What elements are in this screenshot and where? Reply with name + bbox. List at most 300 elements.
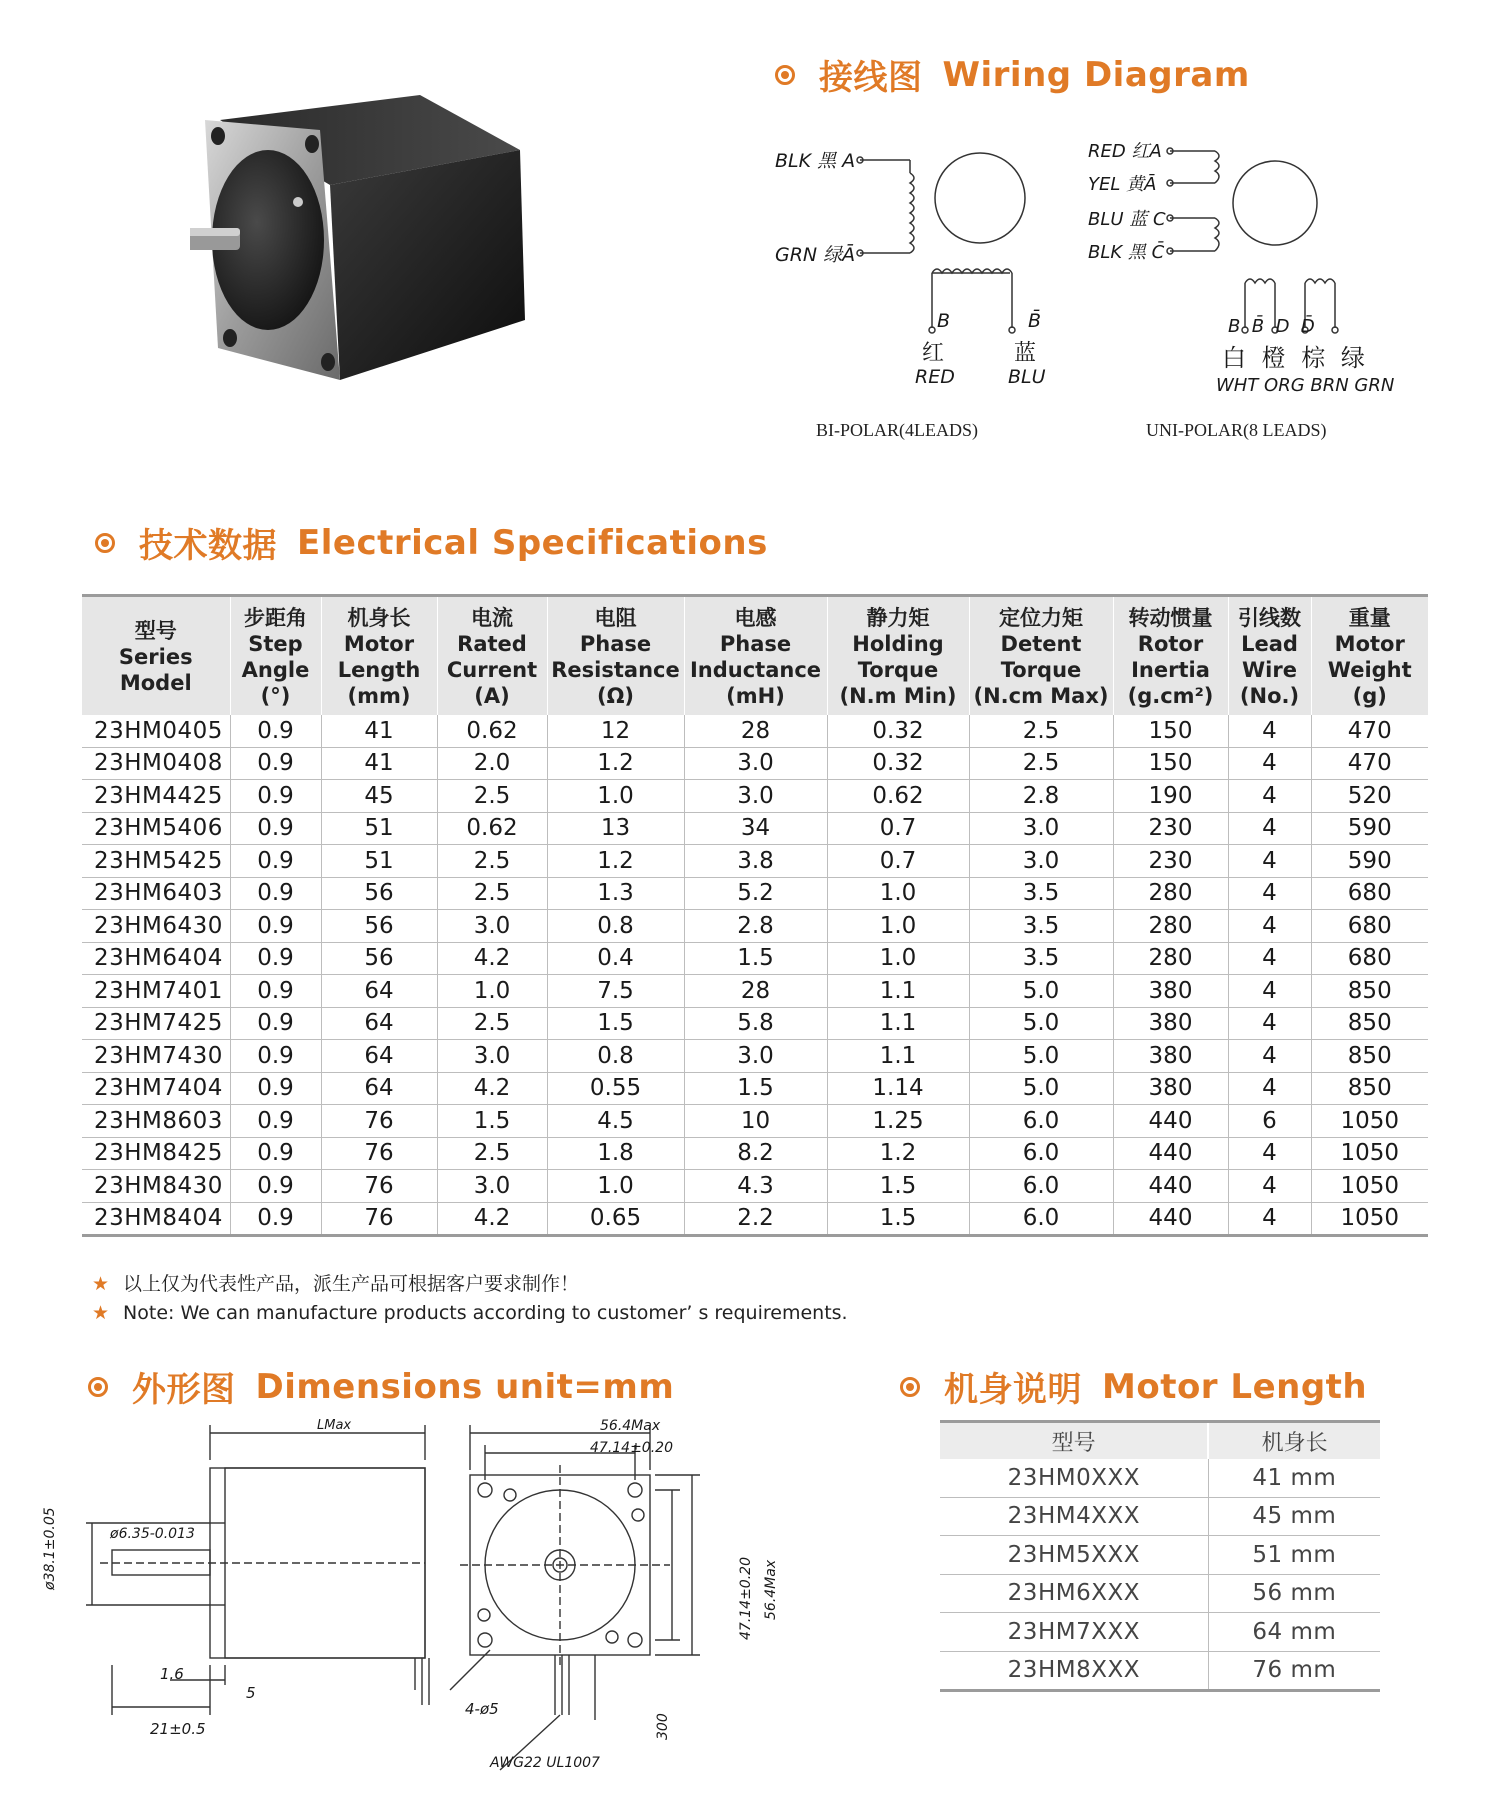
- table-cell: 28: [684, 715, 827, 747]
- table-cell: 23HM0405: [82, 715, 230, 747]
- table-cell: 230: [1113, 812, 1228, 845]
- dim-w4714: 47.14±0.20: [590, 1440, 673, 1456]
- table-cell: 1.5: [684, 942, 827, 975]
- table-cell: 4: [1228, 1072, 1311, 1105]
- table-cell: 5.0: [969, 1007, 1113, 1040]
- table-cell: 4: [1228, 877, 1311, 910]
- bullet-icon: [775, 65, 795, 85]
- spec-header-en2: Length: [337, 658, 421, 682]
- spec-header-unit: (°): [260, 684, 291, 708]
- table-row: [82, 1072, 1428, 1105]
- table-cell: 3.0: [437, 1170, 547, 1203]
- table-cell: 23HM5406: [82, 812, 230, 845]
- table-cell: 230: [1113, 845, 1228, 878]
- table-row: [82, 1007, 1428, 1040]
- table-cell: 1050: [1311, 1170, 1428, 1203]
- star-icon: ★: [92, 1273, 110, 1295]
- table-cell: 850: [1311, 1007, 1428, 1040]
- spec-header-unit: (g.cm²): [1127, 684, 1214, 708]
- table-cell: 56: [321, 910, 437, 943]
- table-cell: 0.9: [230, 747, 321, 780]
- spec-header-cell: [1311, 596, 1428, 716]
- table-cell: 0.62: [437, 812, 547, 845]
- table-cell: 23HM8430: [82, 1170, 230, 1203]
- table-cell: 380: [1113, 1007, 1228, 1040]
- table-cell: 190: [1113, 780, 1228, 813]
- ml-header-length: 机身长: [1208, 1422, 1380, 1460]
- spec-header-en2: Angle: [241, 658, 310, 682]
- table-row: [82, 780, 1428, 813]
- table-cell: 23HM8425: [82, 1137, 230, 1170]
- dimensions-drawing: [70, 1415, 810, 1800]
- table-row: [82, 1202, 1428, 1236]
- table-cell: 470: [1311, 715, 1428, 747]
- spec-header-cell: [437, 596, 547, 716]
- dim-21: 21±0.5: [150, 1720, 206, 1738]
- table-row: [940, 1536, 1380, 1575]
- table-cell: 1050: [1311, 1105, 1428, 1138]
- up-cn: 白 橙 棕 绿: [1222, 344, 1369, 372]
- table-cell: 4: [1228, 1137, 1311, 1170]
- table-cell: 41: [321, 715, 437, 747]
- table-cell: 1.2: [547, 747, 684, 780]
- table-cell: 0.9: [230, 942, 321, 975]
- table-cell: 23HM8XXX: [940, 1651, 1208, 1691]
- table-cell: 23HM6403: [82, 877, 230, 910]
- spec-header-cn: 电阻: [594, 606, 637, 630]
- dim-5: 5: [246, 1684, 256, 1702]
- table-cell: 590: [1311, 845, 1428, 878]
- table-cell: 4: [1228, 845, 1311, 878]
- spec-header-cell: [969, 596, 1113, 716]
- spec-header-en2: Inertia: [1131, 658, 1210, 682]
- spec-header-cn: 机身长: [347, 606, 411, 630]
- table-cell: 1.0: [437, 975, 547, 1008]
- spec-header-unit: (N.cm Max): [973, 684, 1109, 708]
- star-icon: ★: [92, 1302, 110, 1324]
- motor-photo: [190, 90, 570, 390]
- table-cell: 0.9: [230, 715, 321, 747]
- table-cell: 850: [1311, 975, 1428, 1008]
- table-row: [82, 975, 1428, 1008]
- table-cell: 76: [321, 1202, 437, 1236]
- bp-red-cn: 红: [922, 341, 945, 366]
- table-cell: 4: [1228, 1202, 1311, 1236]
- table-cell: 1.2: [547, 845, 684, 878]
- table-cell: 0.8: [547, 1040, 684, 1073]
- table-cell: 0.62: [827, 780, 969, 813]
- wiring-title-en: Wiring Diagram: [942, 54, 1250, 95]
- bp-caption: BI-POLAR(4LEADS): [816, 420, 978, 440]
- table-cell: 23HM7425: [82, 1007, 230, 1040]
- table-cell: 76 mm: [1208, 1651, 1380, 1691]
- table-cell: 0.9: [230, 1040, 321, 1073]
- bp-blk: BLK 黑 A: [775, 150, 856, 172]
- spec-header-cell: [684, 596, 827, 716]
- spec-header-cell: [827, 596, 969, 716]
- table-cell: 520: [1311, 780, 1428, 813]
- table-cell: 10: [684, 1105, 827, 1138]
- spec-header-en1: Series: [118, 645, 193, 669]
- table-cell: 2.5: [437, 1137, 547, 1170]
- table-cell: 1.5: [827, 1202, 969, 1236]
- spec-header-unit: (mH): [726, 684, 785, 708]
- spec-header-cn: 电感: [734, 606, 777, 630]
- table-cell: 34: [684, 812, 827, 845]
- spec-header-cn: 步距角: [244, 606, 307, 630]
- table-cell: 280: [1113, 942, 1228, 975]
- spec-header-en1: Detent: [1000, 632, 1082, 656]
- spec-header-en1: Motor: [343, 632, 415, 656]
- bp-grn: GRN 绿Ā: [775, 244, 856, 266]
- motor-length-title-en: Motor Length: [1102, 1366, 1368, 1407]
- dimensions-title-en: Dimensions unit=mm: [255, 1366, 675, 1407]
- table-cell: 1.5: [547, 1007, 684, 1040]
- table-cell: 56: [321, 877, 437, 910]
- table-cell: 4: [1228, 942, 1311, 975]
- table-cell: 440: [1113, 1202, 1228, 1236]
- table-cell: 7.5: [547, 975, 684, 1008]
- ml-header-row: [940, 1422, 1380, 1460]
- spec-header-unit: (No.): [1239, 684, 1300, 708]
- table-cell: 1.0: [827, 910, 969, 943]
- spec-header-unit: (N.m Min): [839, 684, 957, 708]
- table-cell: 23HM8603: [82, 1105, 230, 1138]
- up-red: RED 红A: [1088, 141, 1162, 162]
- motor-length-table: [940, 1420, 1380, 1692]
- table-cell: 850: [1311, 1072, 1428, 1105]
- bp-b: B: [937, 310, 951, 332]
- note-en-line: [92, 1299, 848, 1328]
- table-row: [82, 715, 1428, 747]
- dimensions-title-cn: 外形图: [132, 1370, 236, 1410]
- table-cell: 1.1: [827, 1040, 969, 1073]
- spec-header-cell: [1113, 596, 1228, 716]
- up-blk: BLK 黑 C̄: [1088, 242, 1165, 263]
- table-cell: 680: [1311, 942, 1428, 975]
- note-en: Note: We can manufacture products according to customer’ s requirements.: [123, 1302, 848, 1324]
- table-cell: 1.5: [827, 1170, 969, 1203]
- table-cell: 0.8: [547, 910, 684, 943]
- table-cell: 23HM0408: [82, 747, 230, 780]
- spec-header-cell: [321, 596, 437, 716]
- table-cell: 3.8: [684, 845, 827, 878]
- spec-header-en1: Holding: [852, 632, 944, 656]
- table-cell: 23HM7401: [82, 975, 230, 1008]
- spec-header-en2: Model: [119, 671, 192, 695]
- spec-header-en2: Current: [446, 658, 538, 682]
- table-cell: 680: [1311, 910, 1428, 943]
- spec-header-en1: Phase: [579, 632, 652, 656]
- table-cell: 0.9: [230, 1105, 321, 1138]
- table-cell: 1.0: [827, 942, 969, 975]
- table-cell: 1.8: [547, 1137, 684, 1170]
- table-cell: 23HM0XXX: [940, 1459, 1208, 1497]
- table-cell: 280: [1113, 910, 1228, 943]
- note-cn: 以上仅为代表性产品，派生产品可根据客户要求制作！: [123, 1273, 580, 1295]
- table-cell: 3.0: [969, 812, 1113, 845]
- table-cell: 23HM5XXX: [940, 1536, 1208, 1575]
- spec-header-cn: 引线数: [1238, 606, 1301, 630]
- table-cell: 0.32: [827, 715, 969, 747]
- table-cell: 51: [321, 845, 437, 878]
- table-cell: 2.5: [437, 845, 547, 878]
- table-row: [940, 1459, 1380, 1497]
- table-cell: 470: [1311, 747, 1428, 780]
- motor-length-title-cn: 机身说明: [944, 1370, 1082, 1410]
- table-cell: 440: [1113, 1105, 1228, 1138]
- spec-header-row: [82, 596, 1428, 716]
- bp-red: RED: [915, 366, 955, 388]
- up-caption: UNI-POLAR(8 LEADS): [1146, 420, 1327, 440]
- table-cell: 1.3: [547, 877, 684, 910]
- table-cell: 8.2: [684, 1137, 827, 1170]
- table-cell: 2.5: [437, 780, 547, 813]
- table-cell: 23HM6404: [82, 942, 230, 975]
- table-cell: 0.32: [827, 747, 969, 780]
- spec-header-en2: Torque: [857, 658, 939, 682]
- up-yel: YEL 黄Ā: [1088, 174, 1157, 195]
- table-cell: 1.25: [827, 1105, 969, 1138]
- wiring-diagram: [760, 118, 1400, 448]
- spec-header-en1: Rated: [457, 632, 527, 656]
- table-row: [82, 845, 1428, 878]
- spec-header-unit: (A): [474, 684, 510, 708]
- table-cell: 2.5: [437, 1007, 547, 1040]
- dim-h4714: 47.14±0.20: [738, 1557, 754, 1640]
- spec-header-unit: (Ω): [596, 684, 635, 708]
- table-cell: 3.0: [437, 1040, 547, 1073]
- table-cell: 4: [1228, 747, 1311, 780]
- table-cell: 51 mm: [1208, 1536, 1380, 1575]
- table-cell: 2.5: [437, 877, 547, 910]
- table-cell: 64: [321, 1040, 437, 1073]
- up-leads: B B̄ D D̄: [1228, 316, 1315, 337]
- table-cell: 45: [321, 780, 437, 813]
- table-cell: 1050: [1311, 1137, 1428, 1170]
- table-cell: 1.1: [827, 975, 969, 1008]
- table-cell: 0.9: [230, 1137, 321, 1170]
- specs-title-en: Electrical Specifications: [297, 522, 768, 563]
- table-cell: 3.0: [969, 845, 1113, 878]
- table-row: [940, 1497, 1380, 1536]
- table-cell: 4: [1228, 780, 1311, 813]
- table-cell: 4.2: [437, 942, 547, 975]
- bullet-icon: [88, 1377, 108, 1397]
- table-row: [82, 877, 1428, 910]
- spec-header-cn: 转动惯量: [1128, 606, 1213, 630]
- table-cell: 13: [547, 812, 684, 845]
- dim-wire: AWG22 UL1007: [490, 1755, 600, 1771]
- table-cell: 23HM5425: [82, 845, 230, 878]
- table-cell: 2.2: [684, 1202, 827, 1236]
- table-cell: 64: [321, 1072, 437, 1105]
- table-cell: 0.55: [547, 1072, 684, 1105]
- table-cell: 56: [321, 942, 437, 975]
- spec-header-en1: Rotor: [1137, 632, 1204, 656]
- table-cell: 2.8: [969, 780, 1113, 813]
- table-cell: 1.0: [827, 877, 969, 910]
- table-cell: 4.2: [437, 1072, 547, 1105]
- table-cell: 380: [1113, 1072, 1228, 1105]
- spec-header-unit: (g): [1352, 684, 1387, 708]
- dim-h564: 56.4Max: [763, 1559, 779, 1620]
- table-cell: 23HM8404: [82, 1202, 230, 1236]
- spec-header-cell: [1228, 596, 1311, 716]
- dim-w564: 56.4Max: [600, 1418, 661, 1434]
- table-cell: 5.0: [969, 1040, 1113, 1073]
- table-cell: 3.0: [684, 780, 827, 813]
- table-cell: 0.9: [230, 1072, 321, 1105]
- table-cell: 23HM7XXX: [940, 1613, 1208, 1652]
- spec-header-cn: 定位力矩: [999, 606, 1083, 630]
- spec-header-cn: 静力矩: [866, 606, 930, 630]
- table-cell: 6: [1228, 1105, 1311, 1138]
- table-cell: 76: [321, 1137, 437, 1170]
- spec-header-en2: Torque: [1000, 658, 1082, 682]
- dim-shaft: ø6.35-0.013: [110, 1526, 195, 1542]
- table-cell: 6.0: [969, 1137, 1113, 1170]
- table-cell: 440: [1113, 1137, 1228, 1170]
- table-cell: 5.0: [969, 1072, 1113, 1105]
- table-cell: 2.0: [437, 747, 547, 780]
- table-cell: 23HM6XXX: [940, 1574, 1208, 1613]
- table-cell: 0.9: [230, 1202, 321, 1236]
- table-cell: 23HM4425: [82, 780, 230, 813]
- table-cell: 3.0: [437, 910, 547, 943]
- motor-length-title: [900, 1362, 1367, 1411]
- table-cell: 6.0: [969, 1105, 1113, 1138]
- dim-1-6: 1.6: [160, 1665, 184, 1683]
- spec-header-cn: 重量: [1348, 606, 1391, 630]
- spec-table: [82, 594, 1428, 1237]
- table-cell: 0.9: [230, 1170, 321, 1203]
- table-cell: 380: [1113, 975, 1228, 1008]
- table-row: [82, 1170, 1428, 1203]
- spec-header-en2: Weight: [1327, 658, 1412, 682]
- table-cell: 3.0: [684, 747, 827, 780]
- spec-header-unit: (mm): [347, 684, 411, 708]
- notes: [92, 1270, 848, 1328]
- table-cell: 4.3: [684, 1170, 827, 1203]
- table-cell: 4: [1228, 715, 1311, 747]
- table-cell: 0.9: [230, 845, 321, 878]
- spec-header-cn: 电流: [471, 606, 513, 630]
- table-cell: 2.5: [969, 747, 1113, 780]
- table-cell: 0.65: [547, 1202, 684, 1236]
- table-cell: 4: [1228, 1007, 1311, 1040]
- spec-header-cell: [230, 596, 321, 716]
- bp-bbar: B̄: [1028, 310, 1042, 332]
- spec-header-en2: Wire: [1242, 658, 1297, 682]
- spec-header-en2: Inductance: [689, 658, 822, 682]
- table-cell: 6.0: [969, 1170, 1113, 1203]
- table-row: [82, 1040, 1428, 1073]
- table-cell: 1.0: [547, 780, 684, 813]
- bullet-icon: [95, 533, 115, 553]
- table-cell: 64: [321, 1007, 437, 1040]
- table-cell: 1.5: [684, 1072, 827, 1105]
- table-cell: 0.9: [230, 1007, 321, 1040]
- table-cell: 3.5: [969, 942, 1113, 975]
- table-cell: 5.2: [684, 877, 827, 910]
- table-cell: 23HM7430: [82, 1040, 230, 1073]
- table-cell: 380: [1113, 1040, 1228, 1073]
- table-cell: 4: [1228, 1170, 1311, 1203]
- table-cell: 4.5: [547, 1105, 684, 1138]
- dim-300: 300: [655, 1713, 671, 1740]
- up-en: WHT ORG BRN GRN: [1216, 375, 1395, 396]
- table-cell: 680: [1311, 877, 1428, 910]
- table-cell: 2.5: [969, 715, 1113, 747]
- table-cell: 41 mm: [1208, 1459, 1380, 1497]
- table-cell: 4: [1228, 812, 1311, 845]
- table-cell: 76: [321, 1170, 437, 1203]
- spec-header-cell: [82, 596, 230, 716]
- table-cell: 6.0: [969, 1202, 1113, 1236]
- table-cell: 590: [1311, 812, 1428, 845]
- bp-blu: BLU: [1008, 366, 1046, 388]
- table-cell: 1050: [1311, 1202, 1428, 1236]
- table-cell: 3.5: [969, 910, 1113, 943]
- table-cell: 0.4: [547, 942, 684, 975]
- table-cell: 150: [1113, 747, 1228, 780]
- table-cell: 56 mm: [1208, 1574, 1380, 1613]
- dim-boss: ø38.1±0.05: [42, 1507, 58, 1590]
- spec-header-en1: Motor: [1334, 632, 1405, 656]
- table-cell: 0.9: [230, 812, 321, 845]
- table-cell: 5.8: [684, 1007, 827, 1040]
- table-cell: 3.5: [969, 877, 1113, 910]
- table-cell: 51: [321, 812, 437, 845]
- table-row: [940, 1651, 1380, 1691]
- specs-title: [95, 518, 768, 567]
- table-cell: 28: [684, 975, 827, 1008]
- table-cell: 0.9: [230, 877, 321, 910]
- table-cell: 0.7: [827, 845, 969, 878]
- table-row: [82, 942, 1428, 975]
- note-cn-line: [92, 1270, 848, 1299]
- table-cell: 64: [321, 975, 437, 1008]
- table-row: [82, 910, 1428, 943]
- table-cell: 23HM6430: [82, 910, 230, 943]
- specs-title-cn: 技术数据: [139, 526, 277, 566]
- table-cell: 0.9: [230, 780, 321, 813]
- dimensions-title: [88, 1362, 674, 1411]
- spec-header-en1: Phase: [719, 632, 792, 656]
- table-cell: 0.7: [827, 812, 969, 845]
- table-cell: 5.0: [969, 975, 1113, 1008]
- table-cell: 1.14: [827, 1072, 969, 1105]
- table-cell: 2.8: [684, 910, 827, 943]
- table-cell: 4: [1228, 975, 1311, 1008]
- spec-header-en1: Step: [248, 632, 303, 656]
- table-cell: 0.9: [230, 975, 321, 1008]
- table-row: [940, 1574, 1380, 1613]
- table-cell: 4: [1228, 910, 1311, 943]
- table-cell: 3.0: [684, 1040, 827, 1073]
- table-cell: 64 mm: [1208, 1613, 1380, 1652]
- table-row: [82, 812, 1428, 845]
- table-cell: 1.0: [547, 1170, 684, 1203]
- table-cell: 280: [1113, 877, 1228, 910]
- table-cell: 4: [1228, 1040, 1311, 1073]
- table-cell: 12: [547, 715, 684, 747]
- table-cell: 4.2: [437, 1202, 547, 1236]
- table-cell: 1.5: [437, 1105, 547, 1138]
- bullet-icon: [900, 1377, 920, 1397]
- spec-header-cell: [547, 596, 684, 716]
